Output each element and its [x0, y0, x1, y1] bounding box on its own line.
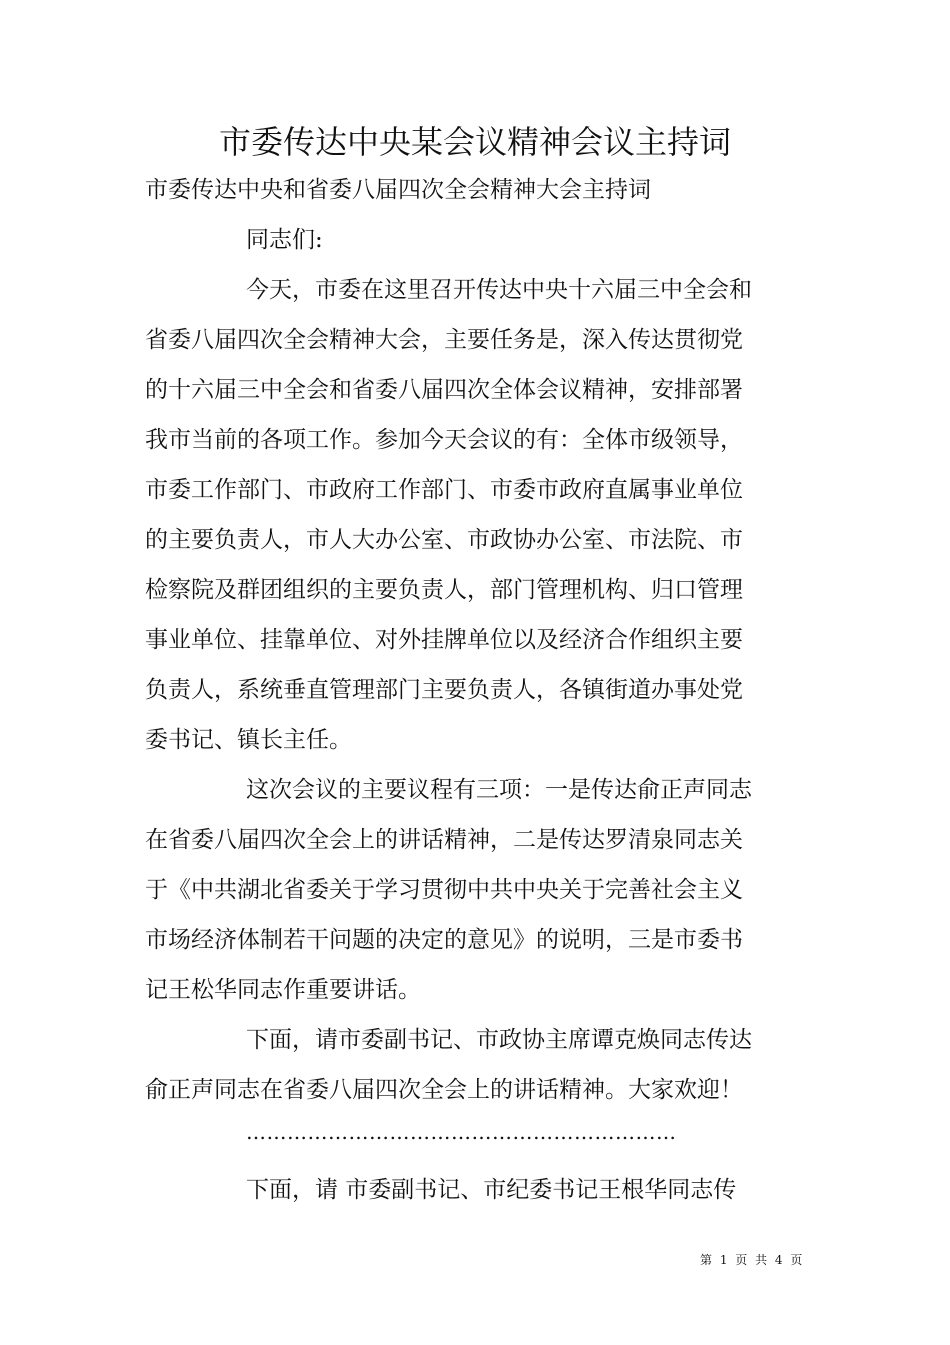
- paragraph-line: 下面，请 市委副书记、市纪委书记王根华同志传: [246, 1177, 737, 1203]
- document-title: 市委传达中央某会议精神会议主持词: [218, 123, 731, 161]
- paragraph-line: 我市当前的各项工作。参加今天会议的有：全体市级领导，: [145, 427, 743, 453]
- paragraph-line: 的主要负责人，市人大办公室、市政协办公室、市法院、市: [145, 527, 743, 553]
- paragraph-line: 事业单位、挂靠单位、对外挂牌单位以及经济合作组织主要: [145, 627, 743, 653]
- paragraph-line: 市场经济体制若干问题的决定的意见》的说明，三是市委书: [145, 927, 743, 953]
- paragraph-line: 俞正声同志在省委八届四次全会上的讲话精神。大家欢迎！: [145, 1077, 743, 1103]
- paragraph-line: 检察院及群团组织的主要负责人，部门管理机构、归口管理: [145, 577, 743, 603]
- paragraph-line: 市委工作部门、市政府工作部门、市委市政府直属事业单位: [145, 477, 743, 503]
- paragraph-line: 记王松华同志作重要讲话。: [145, 977, 421, 1003]
- paragraph-line: 这次会议的主要议程有三项：一是传达俞正声同志: [246, 777, 752, 803]
- document-subtitle: 市委传达中央和省委八届四次全会精神大会主持词: [145, 177, 651, 203]
- ellipsis-divider: ………………………………………………………: [246, 1120, 677, 1144]
- paragraph-line: 省委八届四次全会精神大会，主要任务是，深入传达贯彻党: [145, 327, 743, 353]
- paragraph-line: 负责人，系统垂直管理部门主要负责人，各镇街道办事处党: [145, 677, 743, 703]
- paragraph-line: 下面，请市委副书记、市政协主席谭克焕同志传达: [246, 1027, 752, 1053]
- paragraph-line: 今天，市委在这里召开传达中央十六届三中全会和: [246, 277, 752, 303]
- paragraph-line: 于《中共湖北省委关于学习贯彻中共中央关于完善社会主义: [145, 877, 743, 903]
- paragraph-line: 委书记、镇长主任。: [145, 727, 352, 753]
- page-number-footer: 第 1 页 共 4 页: [700, 1253, 803, 1267]
- greeting-line: 同志们:: [246, 227, 323, 253]
- paragraph-line: 在省委八届四次全会上的讲话精神，二是传达罗清泉同志关: [145, 827, 743, 853]
- paragraph-line: 的十六届三中全会和省委八届四次全体会议精神，安排部署: [145, 377, 743, 403]
